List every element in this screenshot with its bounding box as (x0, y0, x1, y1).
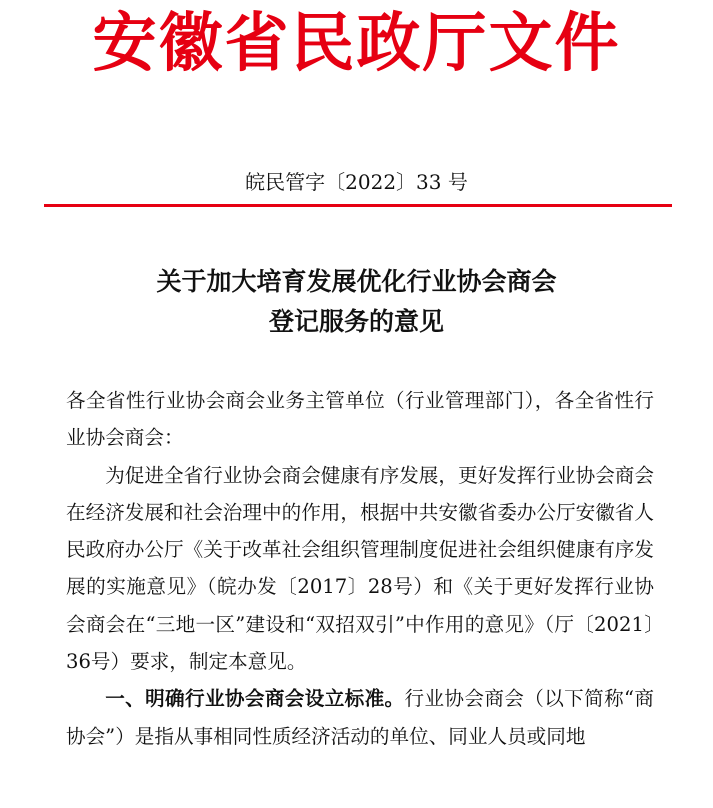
document-title (0, 262, 713, 342)
document-number: 皖民管字〔2022〕33 号 (245, 170, 468, 194)
section-1-text: 行业协会商会（以下简称“商协会”）是指从事相同性质经济活动的单位、同业人员或同地 (66, 687, 654, 748)
intro-paragraph: 为促进全省行业协会商会健康有序发展，更好发挥行业协会商会在经济发展和社会治理中的作用，根据中共安徽省委办公厅安徽省人民政府办公厅《关于改革社会组织管理制度促进社会组织健康有序发展的实施意见》（皖办发〔2017〕28号）和《关于更好发挥行业协会商会在“三地一区”建设和“双招双引”中作用的意见》（厅〔2021〕36号）要求，制定本意见。 (66, 463, 654, 674)
title-line-2: 登记服务的意见 (268, 307, 444, 336)
red-divider-rule (44, 204, 672, 207)
section-1-heading: 一、明确行业协会商会设立标准。 (105, 687, 405, 711)
title-line-1: 关于加大培育发展优化行业协会商会 (156, 267, 557, 296)
salutation: 各全省性行业协会商会业务主管单位（行业管理部门），各全省性行业协会商会： (66, 389, 654, 450)
section-1-paragraph (66, 680, 654, 755)
document-body (66, 382, 654, 755)
issuer-masthead: 安徽省民政厅文件 (92, 6, 621, 81)
